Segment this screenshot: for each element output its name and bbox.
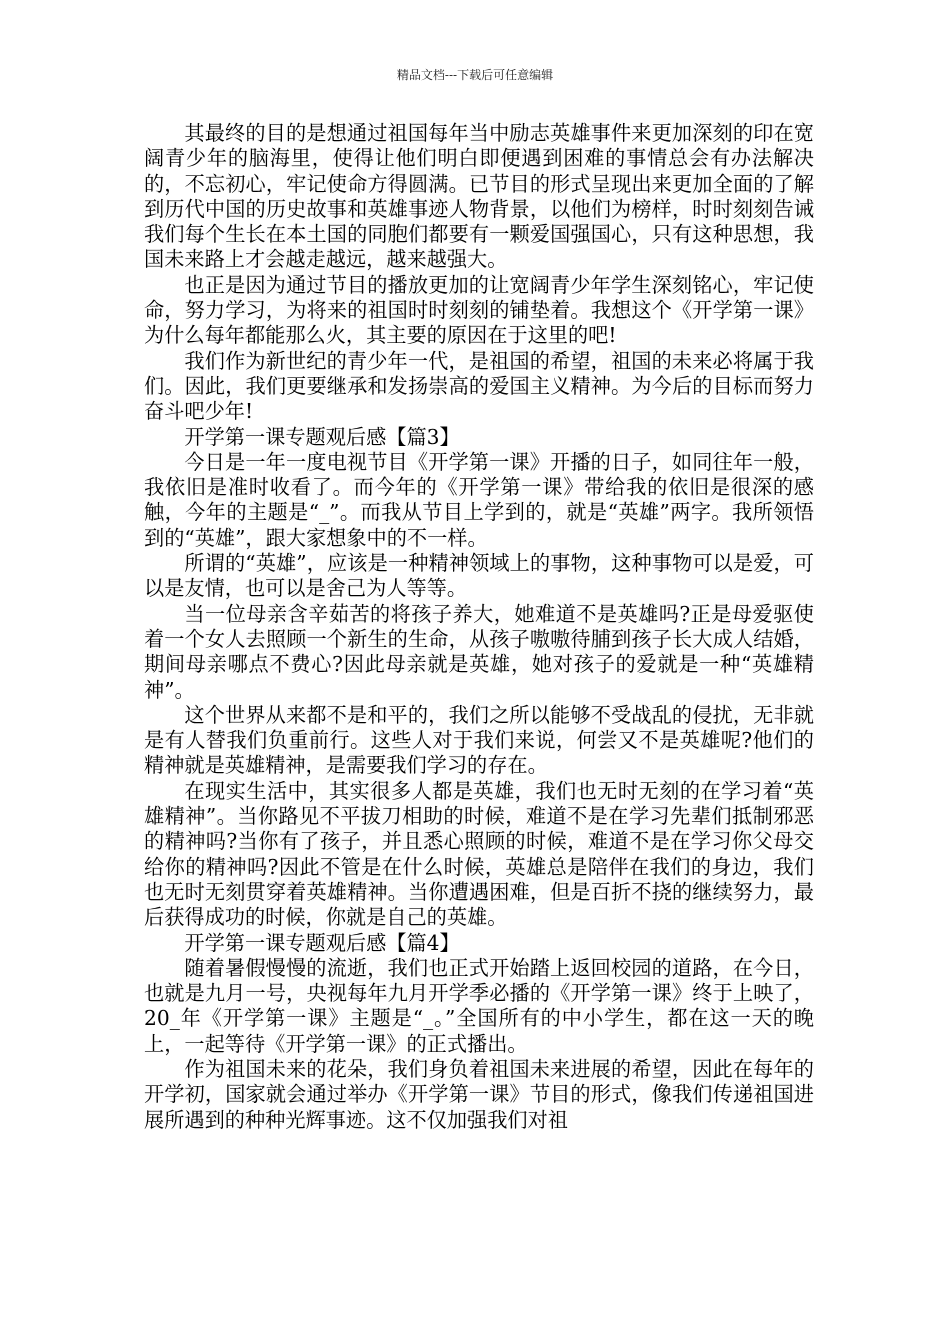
section-heading-4: 开学第一课专题观后感【篇4】 xyxy=(184,930,460,955)
page-header: 精品文档---下载后可任意编辑 xyxy=(396,68,554,82)
paragraph: 其最终的目的是想通过祖国每年当中励志英雄事件来更加深刻的印在宽阔青少年的脑海里，使得让他们明白即便遇到困难的事情总会有办法解决的，不忘初心，牢记使命方得圆满。已节目的形式呈现出来更加全面的了解到历代中国的历史故事和英雄事迹人物背景，以他们为榜样，时时刻刻告诫我们每个生长在本土国的同胞们都要有一颗爱国强国心，只有这种思想，我国未来路上才会越走越远，越来越强大。 xyxy=(144,121,814,272)
paragraph: 当一位母亲含辛茹苦的将孩子养大，她难道不是英雄吗?正是母爱驱使着一个女人去照顾一个新生的生命，从孩子嗷嗷待脯到孩子长大成人结婚，期间母亲哪点不费心?因此母亲就是英雄，她对孩子的爱就是一种“英雄精神”。 xyxy=(144,601,814,702)
paragraph: 也正是因为通过节目的播放更加的让宽阔青少年学生深刻铭心，牢记使命，努力学习，为将来的祖国时时刻刻的铺垫着。我想这个《开学第一课》为什么每年都能那么火，其主要的原因在于这里的吧! xyxy=(144,272,814,348)
paragraph: 所谓的“英雄”，应该是一种精神领域上的事物，这种事物可以是爱，可以是友情，也可以是舍己为人等等。 xyxy=(144,551,814,601)
paragraph: 这个世界从来都不是和平的，我们之所以能够不受战乱的侵扰，无非就是有人替我们负重前行。这些人对于我们来说，何尝又不是英雄呢?他们的精神就是英雄精神，是需要我们学习的存在。 xyxy=(144,702,814,778)
paragraph: 作为祖国未来的花朵，我们身负着祖国未来进展的希望，因此在每年的开学初，国家就会通过举办《开学第一课》节目的形式，像我们传递祖国进展所遇到的种种光辉事迹。这不仅加强我们对祖 xyxy=(144,1056,814,1132)
paragraph: 我们作为新世纪的青少年一代，是祖国的希望，祖国的未来必将属于我们。因此，我们更要继承和发扬崇高的爱国主义精神。为今后的目标而努力奋斗吧少年! xyxy=(144,348,814,424)
paragraph: 随着暑假慢慢的流逝，我们也正式开始踏上返回校园的道路，在今日，也就是九月一号，央视每年九月开学季必播的《开学第一课》终于上映了，20_年《开学第一课》主题是“_。”全国所有的中小学生，都在这一天的晚上，一起等待《开学第一课》的正式播出。 xyxy=(144,955,814,1056)
section-heading-3: 开学第一课专题观后感【篇3】 xyxy=(184,424,460,449)
document-body xyxy=(144,121,814,1133)
paragraph: 在现实生活中，其实很多人都是英雄，我们也无时无刻的在学习着“英雄精神”。当你路见不平拔刀相助的时候，难道不是在学习先辈们抵制邪恶的精神吗?当你有了孩子，并且悉心照顾的时候，难道不是在学习你父母交给你的精神吗?因此不管是在什么时候，英雄总是陪伴在我们的身边，我们也无时无刻贯穿着英雄精神。当你遭遇困难，但是百折不挠的继续努力，最后获得成功的时候，你就是自己的英雄。 xyxy=(144,778,814,930)
paragraph: 今日是一年一度电视节目《开学第一课》开播的日子，如同往年一般，我依旧是准时收看了。而今年的《开学第一课》带给我的依旧是很深的感触，今年的主题是“_”。而我从节目上学到的，就是“英雄”两字。我所领悟到的“英雄”，跟大家想象中的不一样。 xyxy=(144,449,814,550)
